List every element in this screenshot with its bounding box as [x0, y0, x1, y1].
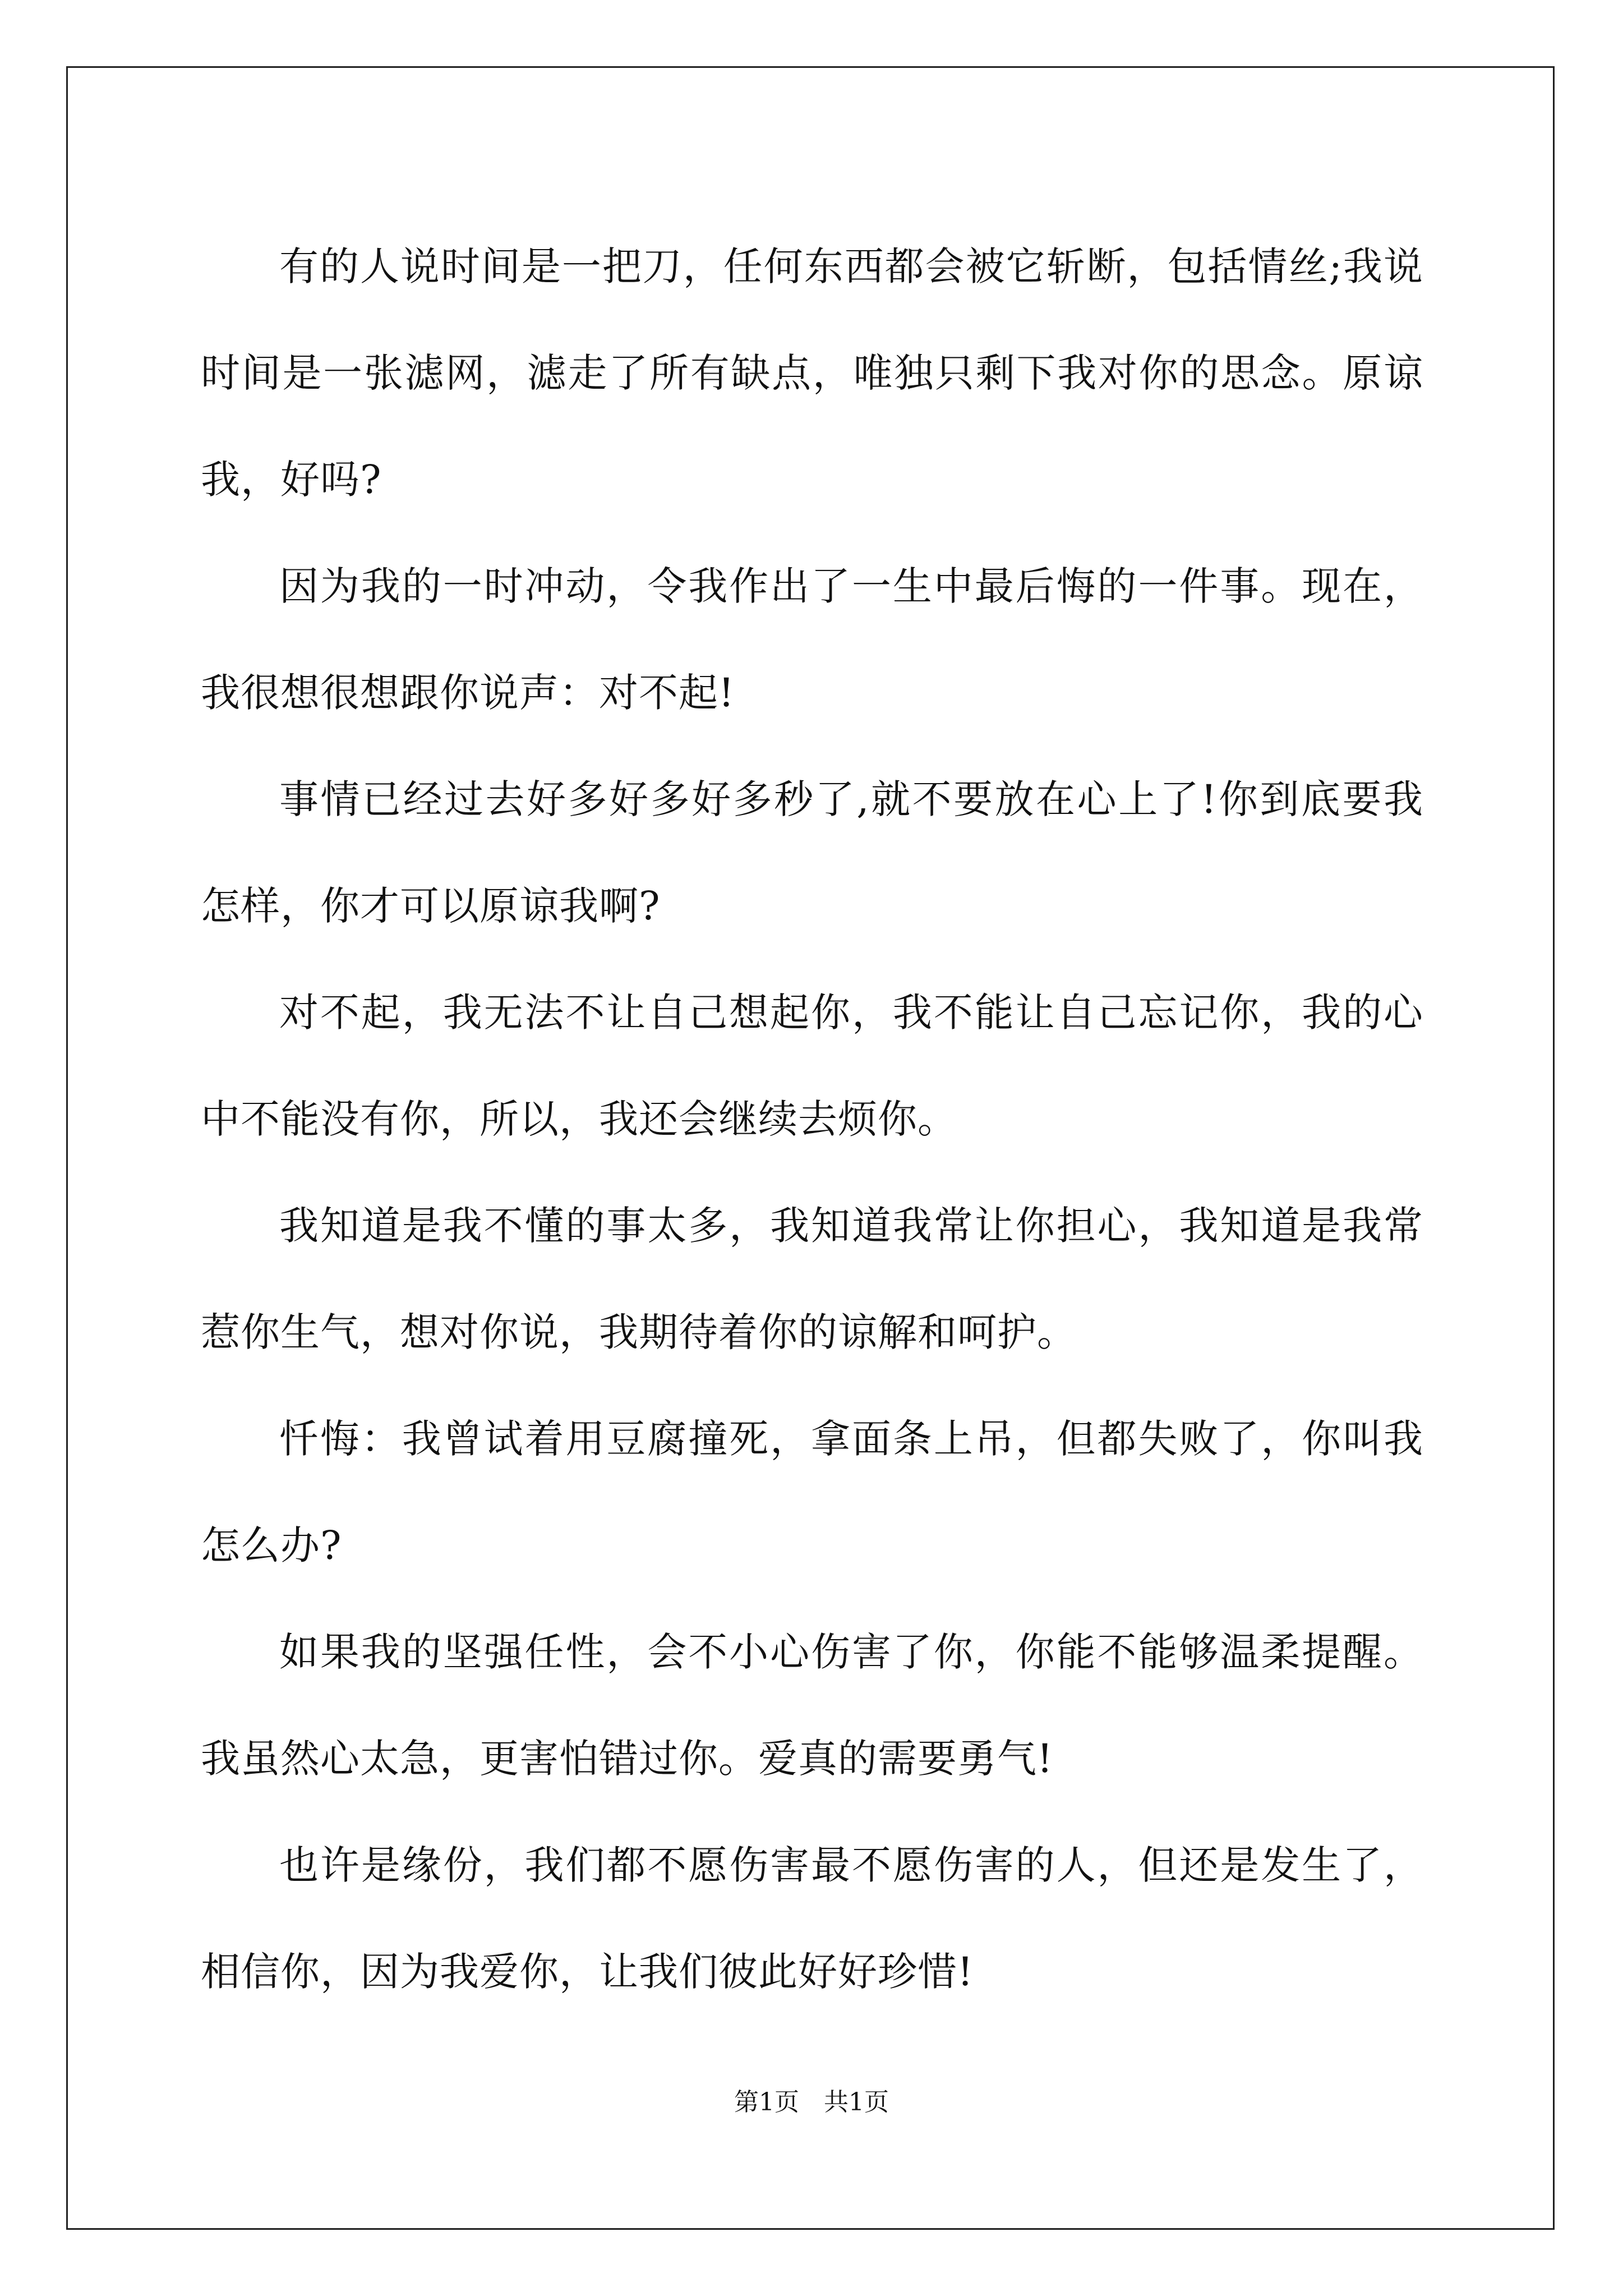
paragraph-8: 也许是缘份，我们都不愿伤害最不愿伤害的人，但还是发生了，相信你，因为我爱你，让我们彼此好好珍惜! — [201, 1842, 1423, 1995]
paragraph-2: 因为我的一时冲动，令我作出了一生中最后悔的一件事。现在，我很想很想跟你说声：对不起! — [201, 563, 1423, 716]
page-footer — [0, 2086, 1623, 2119]
paragraph-5: 我知道是我不懂的事太多，我知道我常让你担心，我知道是我常惹你生气，想对你说，我期待着你的谅解和呵护。 — [201, 1203, 1423, 1355]
paragraph-3: 事情已经过去好多好多好多秒了,就不要放在心上了!你到底要我怎样，你才可以原谅我啊? — [201, 776, 1423, 929]
document-body — [201, 213, 1423, 2025]
page-total: 共1页 — [824, 2088, 889, 2116]
paragraph-7: 如果我的坚强任性，会不小心伤害了你，你能不能够温柔提醒。我虽然心太急，更害怕错过你。爱真的需要勇气! — [201, 1629, 1423, 1782]
paragraph-6: 忏悔：我曾试着用豆腐撞死，拿面条上吊，但都失败了，你叫我怎么办? — [201, 1416, 1423, 1568]
paragraph-4: 对不起，我无法不让自己想起你，我不能让自己忘记你，我的心中不能没有你，所以，我还会继续去烦你。 — [201, 990, 1423, 1142]
paragraph-1: 有的人说时间是一把刀，任何东西都会被它斩断，包括情丝;我说时间是一张滤网，滤走了所有缺点，唯独只剩下我对你的思念。原谅我，好吗? — [201, 243, 1423, 503]
page-number: 第1页 — [734, 2088, 799, 2116]
